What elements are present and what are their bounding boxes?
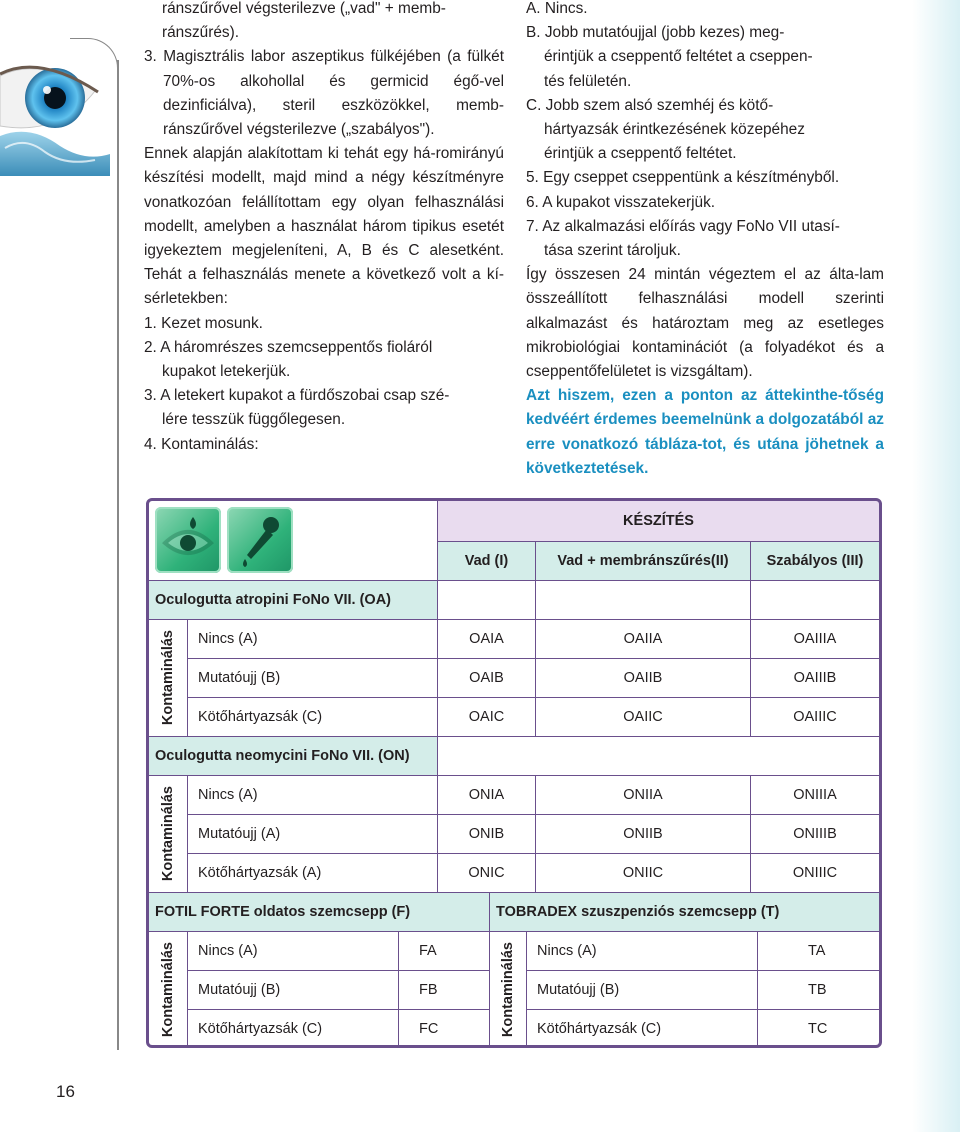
- table-cell: TB: [758, 971, 879, 1009]
- list-item-continuation: tés felületén.: [544, 72, 632, 90]
- decorative-strip: [912, 0, 960, 1132]
- side-label: [490, 932, 526, 1048]
- table-cell: OAIA: [438, 620, 535, 658]
- eye-icon: [155, 507, 221, 573]
- column-header: Vad (I): [438, 542, 535, 580]
- page-number: 16: [56, 1082, 75, 1101]
- table-cell: Kötőhártyazsák (C): [188, 698, 437, 736]
- table-cell: Mutatóujj (B): [188, 659, 437, 697]
- table-cell: Nincs (A): [527, 932, 757, 970]
- side-label-text: Kontaminálás: [160, 942, 176, 1038]
- list-item: 3. A letekert kupakot a fürdőszobai csap szé-: [144, 387, 450, 405]
- side-label: [149, 776, 187, 892]
- dropper-icon: [227, 507, 293, 573]
- frame-line: [117, 60, 119, 1050]
- side-label: [149, 620, 187, 736]
- list-item-continuation: hártyazsák érintkezésének közepéhez: [544, 121, 805, 139]
- table-cell: Kötőhártyazsák (A): [188, 854, 437, 892]
- list-item: 3. Magisztrális labor aszeptikus fülkéjében (a fülkét 70%-os alkohollal és germicid égő-vel dezinficiálva), steril eszközökkel, memb-ránszűrővel végsterilezve („szabályos").: [144, 48, 504, 139]
- table-cell: OAIIIA: [751, 620, 879, 658]
- table-cell: FA: [399, 932, 489, 970]
- paragraph: Ennek alapján alakítottam ki tehát egy há-romirányú készítési modellt, majd mind a négy készítményre vonatkozóan felállítottam egy olyan felhasználási modellt, amelyben a használat három tipikus esetét igyekeztem megjeleníteni, A, B és C alesetként. Tehát a felhasználás menete a következő volt a kí-sérletekben:: [144, 145, 504, 308]
- group-title: TOBRADEX szuszpenziós szemcsepp (T): [490, 893, 879, 931]
- empty-cell: [438, 737, 879, 775]
- table-cell: TC: [758, 1010, 879, 1048]
- group-title: Oculogutta neomycini FoNo VII. (ON): [149, 737, 437, 775]
- table-cell: ONIC: [438, 854, 535, 892]
- side-label: [149, 932, 187, 1048]
- table-cell: ONIIIB: [751, 815, 879, 853]
- column-header: Vad + membránszűrés(II): [536, 542, 750, 580]
- list-item-continuation: lére tesszük függőlegesen.: [162, 411, 346, 429]
- group-title: FOTIL FORTE oldatos szemcsepp (F): [149, 893, 489, 931]
- list-item-continuation: tása szerint tároljuk.: [544, 242, 681, 260]
- table-cell: FC: [399, 1010, 489, 1048]
- text-line: ránszűrés).: [162, 24, 239, 42]
- table-header: KÉSZÍTÉS: [438, 501, 879, 541]
- table-cell: Kötőhártyazsák (C): [188, 1010, 398, 1048]
- empty-cell: [438, 581, 535, 619]
- right-text-column: [526, 0, 884, 481]
- table-cell: OAIIC: [536, 698, 750, 736]
- table-cell: ONIIC: [536, 854, 750, 892]
- list-item-continuation: érintjük a cseppentő feltétet a cseppen-: [544, 48, 813, 66]
- empty-cell: [536, 581, 750, 619]
- side-label-text: Kontaminálás: [160, 786, 176, 882]
- table-cell: OAIIB: [536, 659, 750, 697]
- left-text-column: [144, 0, 504, 457]
- list-item: 2. A háromrészes szemcseppentős fioláról: [144, 338, 433, 356]
- list-item: C. Jobb szem alsó szemhéj és kötő-: [526, 96, 774, 114]
- list-item: B. Jobb mutatóujjal (jobb kezes) meg-: [526, 24, 785, 42]
- list-item: 5. Egy cseppet cseppentünk a készítményből.: [526, 169, 840, 187]
- list-item: A. Nincs.: [526, 0, 588, 17]
- table-cell: ONIIIC: [751, 854, 879, 892]
- table-cell: OAIIA: [536, 620, 750, 658]
- table-cell: Mutatóujj (B): [188, 971, 398, 1009]
- column-header: Szabályos (III): [751, 542, 879, 580]
- table-cell: OAIC: [438, 698, 535, 736]
- contamination-table: [146, 498, 882, 1048]
- table-cell: ONIIIA: [751, 776, 879, 814]
- table-cell: Nincs (A): [188, 932, 398, 970]
- paragraph: Így összesen 24 mintán végeztem el az álta-lam összeállított felhasználási modell szerinti alkalmazást és határoztam meg az esetleges mikrobiológiai kontaminációt (a folyadékot és a cseppentőfelületet is vizsgáltam).: [526, 266, 884, 381]
- list-item: 7. Az alkalmazási előírás vagy FoNo VII utasí-: [526, 217, 840, 235]
- text-line: ránszűrővel végsterilezve („vad" + memb-: [162, 0, 446, 17]
- side-label-text: Kontaminálás: [500, 942, 516, 1038]
- table-cell: Mutatóujj (B): [527, 971, 757, 1009]
- group-title: Oculogutta atropini FoNo VII. (OA): [149, 581, 437, 619]
- side-label-text: Kontaminálás: [160, 630, 176, 726]
- empty-cell: [751, 581, 879, 619]
- list-item: 4. Kontaminálás:: [144, 435, 259, 453]
- table-cell: Mutatóujj (A): [188, 815, 437, 853]
- table-cell: ONIIA: [536, 776, 750, 814]
- list-item-continuation: kupakot letekerjük.: [162, 363, 291, 381]
- table-cell: OAIB: [438, 659, 535, 697]
- table-cell: FB: [399, 971, 489, 1009]
- list-item: 1. Kezet mosunk.: [144, 314, 263, 332]
- table-cell: ONIA: [438, 776, 535, 814]
- table-cell: OAIIIC: [751, 698, 879, 736]
- table-cell: ONIB: [438, 815, 535, 853]
- table-cell: ONIIB: [536, 815, 750, 853]
- table-cell: Nincs (A): [188, 620, 437, 658]
- highlight-paragraph: Azt hiszem, ezen a ponton az áttekinthe-tőség kedvéért érdemes beemelnünk a dolgozatából az erre vonatkozó tábláza-tot, és utána jöhetnek a következtetések.: [526, 387, 884, 477]
- list-item-continuation: érintjük a cseppentő feltétet.: [544, 145, 737, 163]
- table-cell: Kötőhártyazsák (C): [527, 1010, 757, 1048]
- table-cell: Nincs (A): [188, 776, 437, 814]
- table-cell: OAIIIB: [751, 659, 879, 697]
- list-item: 6. A kupakot visszatekerjük.: [526, 193, 716, 211]
- table-cell: TA: [758, 932, 879, 970]
